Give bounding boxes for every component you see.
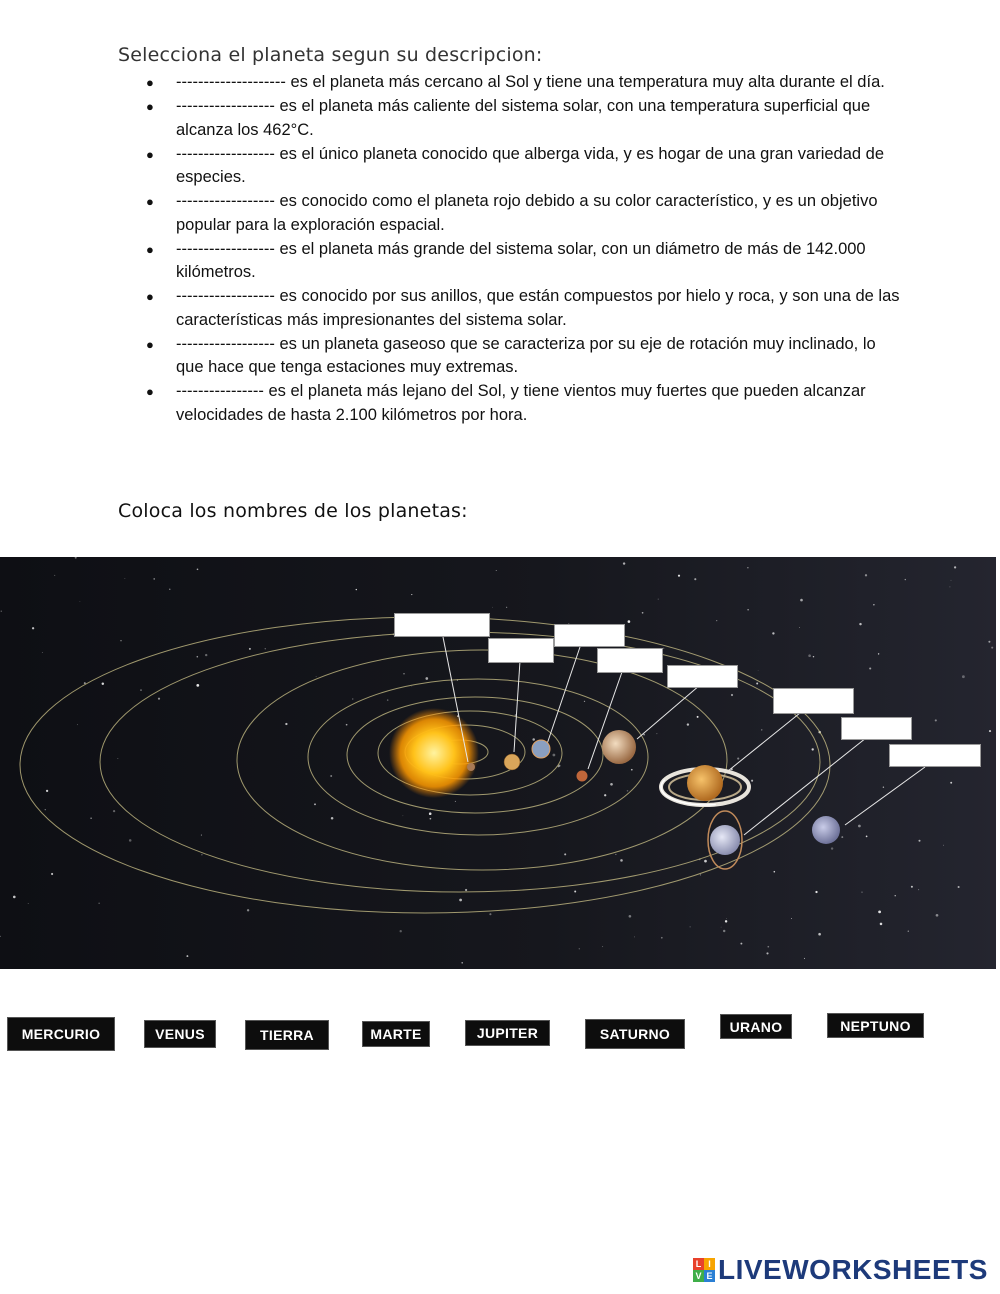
star [77, 724, 78, 725]
star [430, 818, 432, 820]
star [918, 889, 919, 890]
label-chip-neptuno[interactable]: NEPTUNO [827, 1013, 924, 1038]
star [425, 677, 428, 680]
star [800, 599, 803, 602]
planet-venus [504, 754, 520, 770]
star [32, 627, 34, 629]
star [75, 557, 77, 559]
planet-neptune [812, 816, 840, 844]
star [962, 675, 965, 678]
logo-badge-letter: E [704, 1270, 715, 1282]
star [704, 860, 707, 863]
star [799, 627, 800, 628]
star [553, 754, 556, 757]
star [564, 853, 566, 855]
star [878, 911, 881, 914]
star [205, 654, 207, 656]
description-mars: ● ------------------ es conocido como el planeta rojo debido a su color característico, y es un objetivo popular para la exploración espacial. [140, 190, 900, 237]
liveworksheets-logo-badge-icon [693, 1258, 715, 1282]
star [911, 886, 913, 888]
star [352, 698, 353, 699]
star [861, 892, 862, 893]
star [908, 930, 909, 931]
star [455, 801, 456, 802]
star [812, 748, 814, 750]
description-neptune: ● ---------------- es el planeta más lejano del Sol, y tiene vientos muy fuertes que pueden alcanzar velocidades de hasta 2.100 kilómetros por hora. [140, 380, 900, 427]
star [129, 839, 132, 842]
label-chip-mercurio[interactable]: MERCURIO [7, 1017, 115, 1051]
star [99, 903, 100, 904]
label-chip-marte[interactable]: MARTE [362, 1021, 430, 1047]
star [700, 874, 701, 875]
star [949, 586, 950, 587]
star [731, 694, 733, 696]
star [90, 818, 91, 819]
logo-badge-letter: V [693, 1270, 704, 1282]
description-uranus: ● ------------------ es un planeta gaseoso que se caracteriza por su eje de rotación muy inclinado, lo que hace que tenga estaciones muy extremas. [140, 333, 900, 380]
star [841, 836, 843, 838]
star [196, 684, 199, 687]
star [118, 758, 119, 759]
star [858, 825, 861, 828]
star [403, 673, 404, 674]
star [574, 891, 576, 893]
star [954, 566, 956, 568]
answer-box-neptune[interactable] [889, 744, 981, 767]
description-jupiter: ● ------------------ es el planeta más grande del sistema solar, con un diámetro de más de 142.000 kilómetros. [140, 238, 900, 285]
star [615, 854, 616, 855]
star [804, 958, 805, 959]
logo-text: LIVEWORKSHEETS [718, 1254, 988, 1285]
star [1, 611, 2, 612]
star [663, 648, 664, 649]
star [197, 568, 199, 570]
star [387, 699, 388, 700]
star [51, 873, 53, 875]
star [46, 790, 48, 792]
star [943, 845, 944, 846]
star [991, 647, 993, 649]
star [628, 620, 631, 623]
star [265, 648, 266, 649]
answer-box-jupiter[interactable] [667, 665, 738, 688]
star [791, 918, 792, 919]
label-chip-tierra[interactable]: TIERRA [245, 1020, 329, 1050]
planet-earth [532, 740, 550, 758]
star [461, 962, 463, 964]
logo-badge-letter: I [704, 1258, 715, 1270]
planet-uranus [708, 811, 742, 869]
star [905, 579, 906, 580]
star [403, 815, 404, 816]
star [725, 920, 727, 922]
star [623, 562, 625, 564]
star [716, 620, 717, 621]
star [690, 926, 691, 927]
star [988, 641, 990, 643]
star [602, 946, 603, 947]
star [465, 889, 467, 891]
star [737, 758, 739, 760]
star [756, 683, 758, 685]
star [747, 609, 748, 610]
star [492, 607, 493, 608]
answer-box-mars[interactable] [597, 648, 663, 673]
star [201, 835, 202, 836]
label-chip-jupiter[interactable]: JUPITER [465, 1020, 550, 1046]
star [42, 652, 43, 653]
star [697, 716, 699, 718]
star [880, 923, 883, 926]
star [751, 780, 753, 782]
page-heading-place-names: Coloca los nombres de los planetas: [118, 500, 468, 522]
star [721, 927, 722, 928]
description-earth: ● ------------------ es el único planeta conocido que alberga vida, y es hogar de una gran variedad de especies. [140, 143, 900, 190]
star [936, 914, 939, 917]
star [766, 952, 768, 954]
star [873, 604, 874, 605]
star [808, 654, 811, 657]
solar-system-illustration [0, 557, 996, 969]
star [678, 575, 680, 577]
star [247, 909, 249, 911]
star [186, 955, 188, 957]
star [951, 580, 952, 581]
star [13, 896, 16, 899]
page-heading-select: Selecciona el planeta segun su descripcion: [118, 44, 543, 66]
star [197, 656, 199, 658]
star [740, 943, 742, 945]
star [496, 570, 497, 571]
star [758, 670, 759, 671]
star [629, 915, 632, 918]
solar-system-image [0, 557, 996, 969]
label-chip-urano[interactable]: URANO [720, 1014, 792, 1039]
stars [0, 557, 993, 964]
star [584, 701, 585, 702]
star [45, 809, 46, 810]
star [634, 937, 635, 938]
star [80, 601, 81, 602]
logo-badge-letter: L [693, 1258, 704, 1270]
answer-box-uranus[interactable] [841, 717, 912, 740]
planet-mercury [467, 763, 475, 771]
description-saturn: ● ------------------ es conocido por sus anillos, que están compuestos por hielo y roca, y son una de las características más impresionantes del sistema solar. [140, 285, 900, 332]
star [958, 886, 960, 888]
star [859, 623, 861, 625]
description-mercury: ● -------------------- es el planeta más cercano al Sol y tiene una temperatura muy alta durante el día. [140, 71, 900, 95]
star [506, 607, 507, 608]
star [411, 594, 412, 595]
star [866, 836, 868, 838]
star [620, 859, 623, 862]
star [158, 698, 160, 700]
star [918, 840, 920, 842]
star [658, 599, 659, 600]
star [412, 686, 413, 687]
star [989, 730, 991, 732]
star [772, 632, 774, 634]
description-list [140, 71, 900, 428]
star [489, 913, 491, 915]
star [723, 930, 725, 932]
planet-saturn [661, 765, 749, 805]
star [869, 667, 871, 669]
star [642, 612, 644, 614]
star [627, 790, 629, 792]
star [661, 937, 663, 939]
star [459, 899, 462, 902]
star [604, 794, 606, 796]
answer-box-earth[interactable] [554, 624, 625, 647]
star [54, 575, 55, 576]
star [895, 895, 896, 896]
star [113, 810, 115, 812]
star [400, 930, 402, 932]
star [774, 871, 776, 873]
answer-box-mercury[interactable] [394, 613, 490, 637]
star [28, 903, 29, 904]
star [140, 689, 142, 691]
star [694, 578, 696, 580]
liveworksheets-logo [693, 1253, 988, 1287]
star [125, 578, 126, 579]
star [818, 933, 821, 936]
star [346, 724, 348, 726]
star [330, 775, 332, 777]
star [356, 589, 357, 590]
star [120, 640, 122, 642]
star [687, 723, 689, 725]
star [813, 656, 814, 657]
star [153, 578, 155, 580]
star [0, 936, 1, 937]
planet-mars [577, 771, 588, 782]
star [579, 948, 580, 949]
label-chip-saturno[interactable]: SATURNO [585, 1019, 685, 1049]
star [878, 653, 879, 654]
sun [389, 708, 479, 798]
star [935, 719, 937, 721]
star [169, 589, 170, 590]
star [314, 803, 316, 805]
star [815, 891, 817, 893]
star [747, 567, 748, 568]
star [657, 733, 658, 734]
star [831, 847, 833, 849]
label-chip-venus[interactable]: VENUS [144, 1020, 216, 1048]
star [610, 783, 613, 786]
star [331, 817, 334, 820]
star [767, 946, 769, 948]
star [726, 918, 727, 919]
star [102, 683, 104, 685]
star [249, 648, 251, 650]
star [950, 782, 952, 784]
planet-jupiter [602, 730, 636, 764]
star [429, 812, 432, 815]
answer-box-venus[interactable] [488, 638, 554, 663]
star [285, 723, 287, 725]
star [201, 854, 202, 855]
star [532, 738, 535, 741]
description-venus: ● ------------------ es el planeta más caliente del sistema solar, con una temperatura superficial que alcanza los 462°C. [140, 95, 900, 142]
star [316, 676, 317, 677]
answer-box-saturn[interactable] [773, 688, 854, 714]
star [865, 574, 867, 576]
star [883, 787, 884, 788]
star [761, 729, 762, 730]
star [631, 769, 633, 771]
